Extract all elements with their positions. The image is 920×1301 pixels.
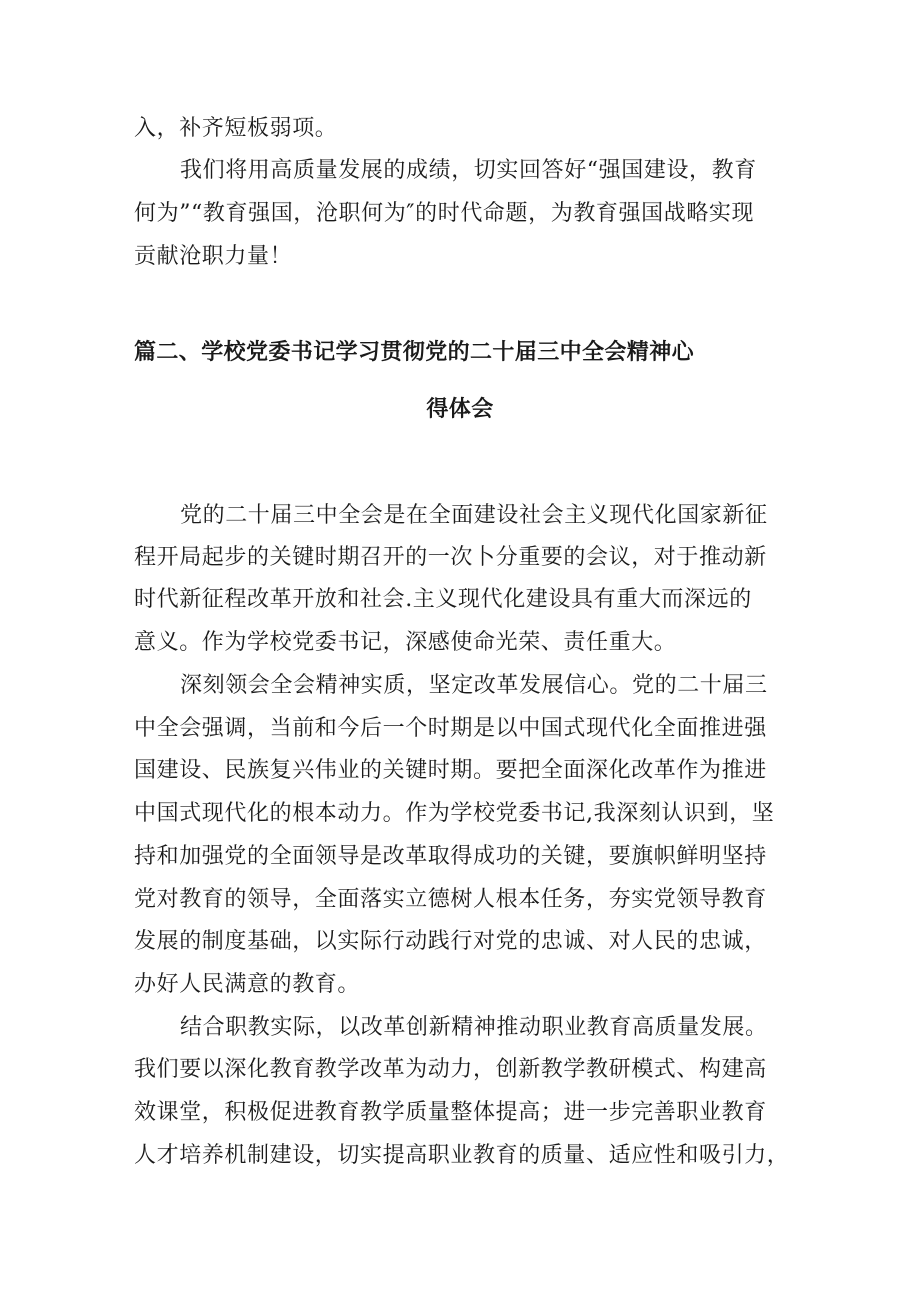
text-line: 持和加强党的全面领导是改革取得成功的关键，要旗帜鲜明坚持 <box>134 844 767 869</box>
text-line: 我们将用高质量发展的成绩，切实回答好“强国建设，教育 <box>180 158 757 183</box>
text-line: 贡献沧职力量！ <box>134 244 293 269</box>
text-line: 人才培养机制建设，切实提高职业教育的质量、适应性和吸引力， <box>134 1143 790 1168</box>
text-line: 办好人民满意的教育。 <box>134 972 361 997</box>
text-line: 程开局起步的关键时期召开的一次卜分重要的会议，对于推动新 <box>134 545 767 570</box>
text-line: 深刻领会全会精神实质，坚定改革发展信心。党的二十届三 <box>180 673 768 698</box>
section-heading: 篇二、学校党委书记学习贯彻党的二十届三中全会精神心 <box>134 340 695 365</box>
text-line: 何为”“教育强国，沧职何为″的时代命题，为教育强国战略实现 <box>134 201 755 226</box>
text-line: 党的二十届三中全会是在全面建设社会主义现代化国家新征 <box>180 503 768 528</box>
section-heading-continued: 得体会 <box>426 397 494 422</box>
text-line: 中国式现代化的根本动力。作为学校党委书记,我深刻认识到，坚 <box>134 801 775 826</box>
text-line: 国建设、民族复兴伟业的关键时期。要把全面深化改革作为推进 <box>134 758 767 783</box>
text-line: 结合职教实际，以改革创新精神推动职业教育高质量发展。 <box>180 1015 768 1040</box>
text-line: 效课堂，积极促进教育教学质量整体提高；进一步完善职业教育 <box>134 1100 767 1125</box>
text-line: 发展的制度基础，以实际行动践行对党的忠诚、对人民的忠诚， <box>134 929 767 954</box>
text-line: 我们要以深化教育教学改革为动力，创新教学教研模式、构建高 <box>134 1057 767 1082</box>
text-line: 意义。作为学校党委书记，深感使命光荣、责任重大。 <box>134 630 677 655</box>
text-line: 时代新征程改革开放和社会.主义现代化建设具有重大而深远的 <box>134 587 752 612</box>
text-line: 中全会强调，当前和今后一个时期是以中国式现代化全面推进强 <box>134 716 767 741</box>
text-line: 党对教育的领导，全面落实立德树人根本任务，夯实党领导教育 <box>134 887 767 912</box>
text-line: 入，补齐短板弱项。 <box>134 116 338 141</box>
